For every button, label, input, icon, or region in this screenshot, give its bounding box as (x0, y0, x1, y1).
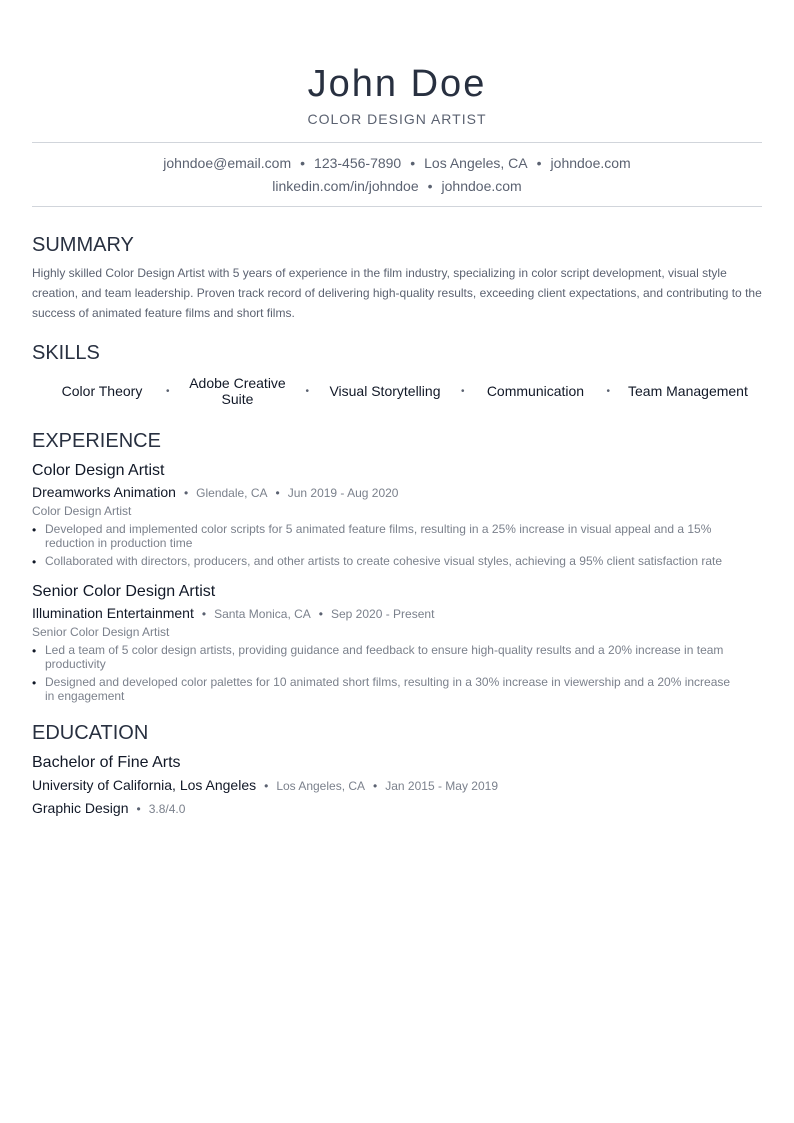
job-dates: Jun 2019 - Aug 2020 (287, 486, 399, 500)
skills-list (32, 375, 762, 407)
job-bullets (32, 522, 762, 568)
degree-title: Bachelor of Fine Arts (32, 754, 181, 771)
summary-text: Highly skilled Color Design Artist with 5 years of experience in the film industry, specializing in color script development, visual style creation, and team leadership. Proven track record of delivering high-quality results, exceeding client expectations, and contributing to the success of animated feature films and short films. (32, 266, 762, 320)
job-meta (32, 483, 762, 502)
skill-separator: • (606, 385, 610, 397)
contact-row-1 (32, 152, 762, 175)
contact-website-2[interactable]: johndoe.com (441, 178, 522, 194)
contact-separator: • (536, 155, 542, 171)
meta-separator: • (201, 607, 207, 621)
summary-section (32, 233, 762, 323)
contact-row-2 (32, 175, 762, 198)
resume-page (32, 0, 762, 819)
meta-separator: • (275, 486, 280, 500)
meta-separator: • (136, 802, 141, 816)
meta-separator: • (264, 779, 269, 793)
contact-block (32, 142, 762, 207)
skill-item: Communication (486, 383, 585, 399)
job-role: Senior Color Design Artist (32, 625, 170, 639)
job-dates: Sep 2020 - Present (331, 607, 435, 621)
job-bullet: • Collaborated with directors, producers, and other artists to create cohesive visual styles, achieving a 95% client satisfaction rate (32, 554, 762, 568)
job-bullets (32, 643, 762, 703)
meta-separator: • (373, 779, 378, 793)
education-major: Graphic Design (32, 800, 129, 816)
job-bullet: • Led a team of 5 color design artists, providing guidance and feedback to ensure high-quality results and a 20% increase in team productivity (32, 643, 762, 671)
summary-heading: SUMMARY (32, 234, 134, 256)
job-meta (32, 604, 762, 623)
contact-linkedin[interactable]: linkedin.com/in/johndoe (272, 178, 419, 194)
job-location: Santa Monica, CA (214, 607, 311, 621)
education-meta (32, 775, 762, 796)
education-dates: Jan 2015 - May 2019 (385, 779, 498, 793)
contact-phone[interactable]: 123-456-7890 (314, 155, 402, 171)
candidate-title: COLOR DESIGN ARTIST (307, 111, 487, 127)
candidate-name: John Doe (307, 63, 487, 105)
job-bullet: • Developed and implemented color scripts for 5 animated feature films, resulting in a 25% increase in visual appeal and a 15% reduction in production time (32, 522, 762, 550)
contact-separator: • (427, 178, 433, 194)
skill-item: Team Management (628, 383, 748, 399)
experience-heading: EXPERIENCE (32, 430, 161, 452)
meta-separator: • (183, 486, 189, 500)
skills-section (32, 341, 762, 407)
skill-separator: • (460, 385, 465, 397)
contact-separator: • (300, 155, 306, 171)
job-role: Color Design Artist (32, 504, 132, 518)
school-location: Los Angeles, CA (276, 779, 366, 793)
contact-location: Los Angeles, CA (424, 155, 528, 171)
education-heading: EDUCATION (32, 722, 149, 744)
skill-item: Color Theory (61, 383, 143, 399)
contact-email[interactable]: johndoe@email.com (163, 155, 292, 171)
job-entry (32, 461, 762, 568)
job-title: Color Design Artist (32, 462, 165, 479)
skill-item: Visual Storytelling (329, 383, 441, 399)
meta-separator: • (318, 607, 323, 621)
job-entry (32, 582, 762, 703)
skills-heading: SKILLS (32, 342, 100, 364)
job-company: Dreamworks Animation (32, 484, 176, 500)
education-gpa: 3.8/4.0 (148, 802, 186, 816)
contact-separator: • (410, 155, 416, 171)
experience-section (32, 429, 762, 703)
skill-item: Adobe Creative Suite (189, 375, 286, 407)
job-location: Glendale, CA (196, 486, 268, 500)
job-company: Illumination Entertainment (32, 605, 194, 621)
skill-separator: • (305, 385, 309, 397)
education-section (32, 721, 762, 819)
school-name: University of California, Los Angeles (32, 777, 257, 793)
resume-header (32, 0, 762, 128)
job-title: Senior Color Design Artist (32, 583, 216, 600)
education-major-line (32, 798, 762, 819)
contact-website[interactable]: johndoe.com (550, 155, 631, 171)
job-bullet: • Designed and developed color palettes for 10 animated short films, resulting in a 30% increase in viewership and a 20% increase in engagement (32, 675, 762, 703)
skill-separator: • (165, 385, 170, 397)
